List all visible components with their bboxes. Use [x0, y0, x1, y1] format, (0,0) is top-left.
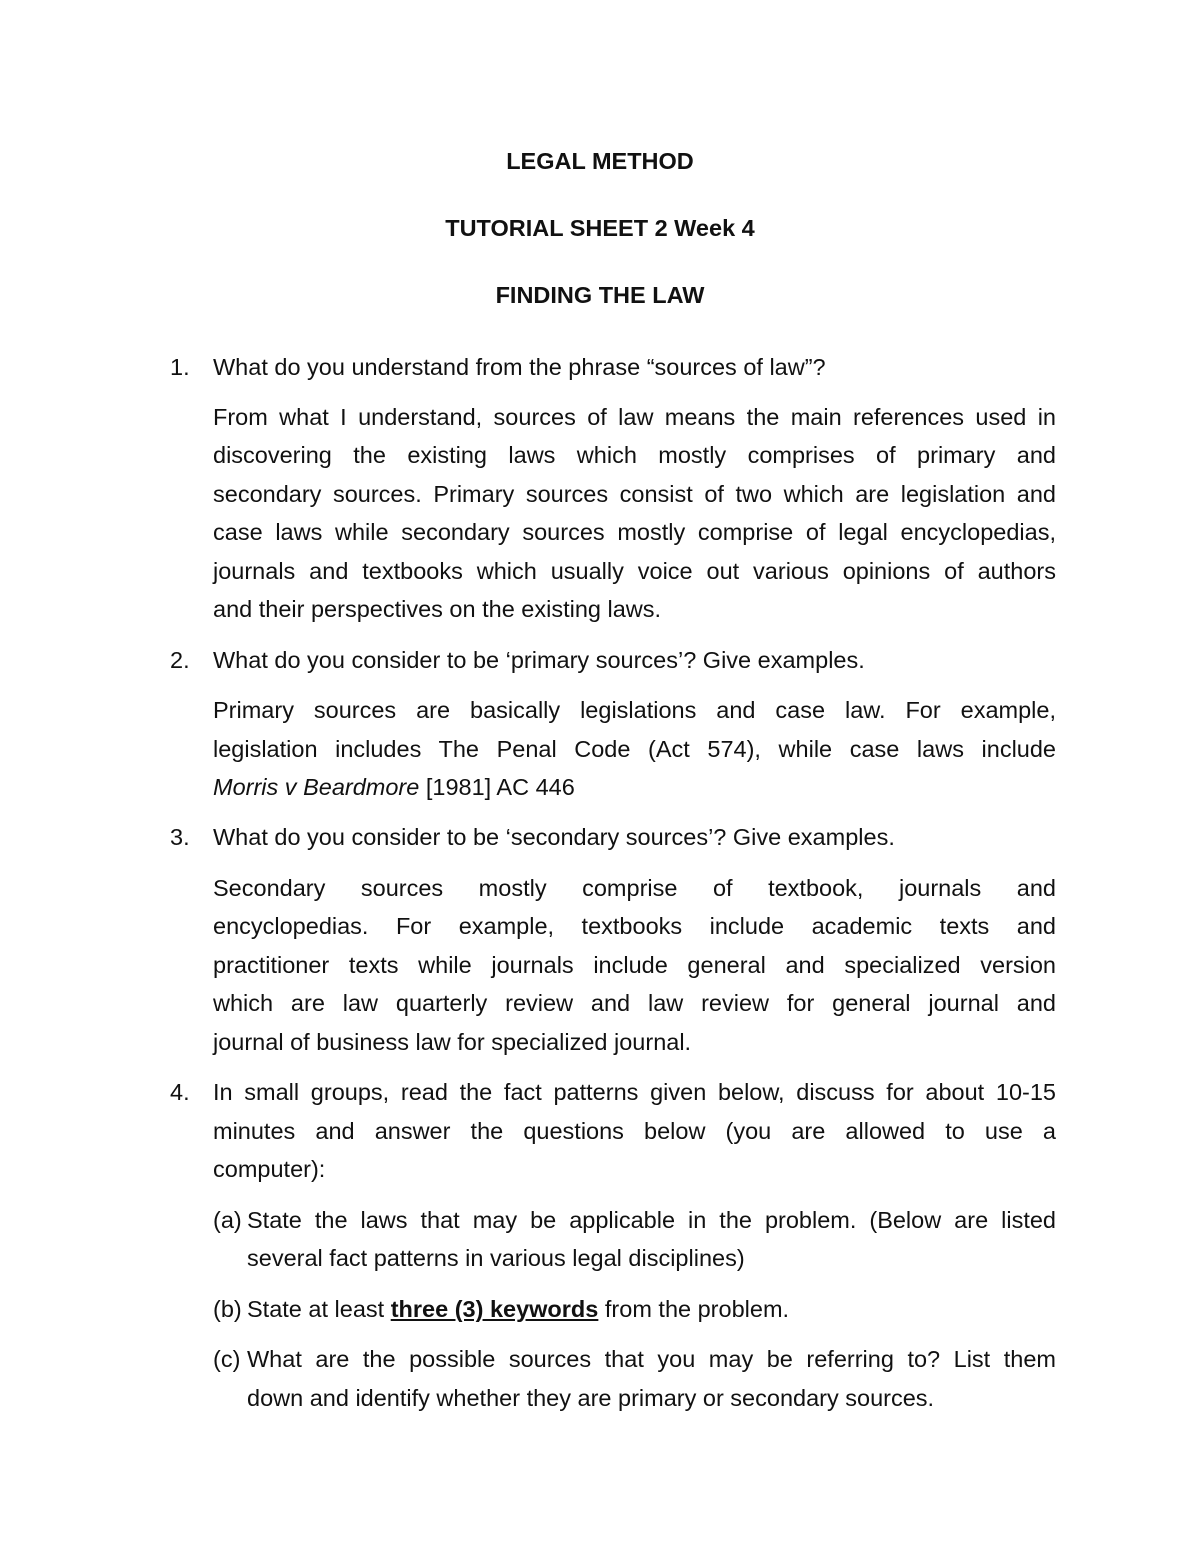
- q2-case-citation: [1981] AC 446: [419, 774, 575, 800]
- q2-answer-line: legislation includes The Penal Code (Act 574), while case laws include: [213, 736, 1056, 762]
- q4b-pre: State at least: [247, 1296, 391, 1322]
- q4b-label: (b): [213, 1296, 242, 1322]
- q2-case-citation-line: [213, 772, 575, 802]
- q4c-line: down and identify whether they are primary or secondary sources.: [247, 1385, 935, 1411]
- q4a-label: (a): [213, 1207, 242, 1233]
- q3-number: 3.: [170, 824, 190, 850]
- q4-number: 4.: [170, 1079, 190, 1105]
- q3-answer-line: journal of business law for specialized journal.: [213, 1029, 692, 1055]
- q4b-post: from the problem.: [598, 1296, 790, 1322]
- q1-answer-line: discovering the existing laws which mostly comprises of primary and: [213, 442, 1056, 468]
- q4-question-line: computer):: [213, 1156, 326, 1182]
- q4a-line: State the laws that may be applicable in the problem. (Below are listed: [247, 1207, 1056, 1233]
- q3-answer-line: practitioner texts while journals include general and specialized version: [213, 952, 1056, 978]
- q3-question: What do you consider to be ‘secondary sources’? Give examples.: [213, 824, 895, 850]
- q2-answer-line: Primary sources are basically legislations and case law. For example,: [213, 697, 1056, 723]
- q2-question: What do you consider to be ‘primary sources’? Give examples.: [213, 647, 865, 673]
- q3-answer-line: which are law quarterly review and law review for general journal and: [213, 990, 1056, 1016]
- q1-number: 1.: [170, 354, 190, 380]
- q2-number: 2.: [170, 647, 190, 673]
- q4c-line: What are the possible sources that you may be referring to? List them: [247, 1346, 1056, 1372]
- q3-answer-line: Secondary sources mostly comprise of textbook, journals and: [213, 875, 1056, 901]
- q1-answer-line: case laws while secondary sources mostly comprise of legal encyclopedias,: [213, 519, 1056, 545]
- q2-case-name: Morris v Beardmore: [213, 774, 420, 800]
- document-title: LEGAL METHOD: [506, 148, 694, 174]
- q4-question-line: minutes and answer the questions below (you are allowed to use a: [213, 1118, 1056, 1144]
- q4b-emphasis: three (3) keywords: [390, 1296, 599, 1322]
- q3-answer-line: encyclopedias. For example, textbooks include academic texts and: [213, 913, 1056, 939]
- q1-answer-line: secondary sources. Primary sources consist of two which are legislation and: [213, 481, 1056, 507]
- q4-question-line: In small groups, read the fact patterns given below, discuss for about 10-15: [213, 1079, 1056, 1105]
- q1-answer-line: From what I understand, sources of law means the main references used in: [213, 404, 1056, 430]
- q4a-line: several fact patterns in various legal disciplines): [247, 1245, 745, 1271]
- q1-answer-line: and their perspectives on the existing laws.: [213, 596, 662, 622]
- q4c-label: (c): [213, 1346, 241, 1372]
- q1-answer-line: journals and textbooks which usually voice out various opinions of authors: [213, 558, 1056, 584]
- document-subtitle: TUTORIAL SHEET 2 Week 4: [445, 215, 755, 241]
- q4b-line: [247, 1294, 789, 1324]
- q1-question: What do you understand from the phrase “sources of law”?: [213, 354, 826, 380]
- section-heading: FINDING THE LAW: [495, 282, 705, 308]
